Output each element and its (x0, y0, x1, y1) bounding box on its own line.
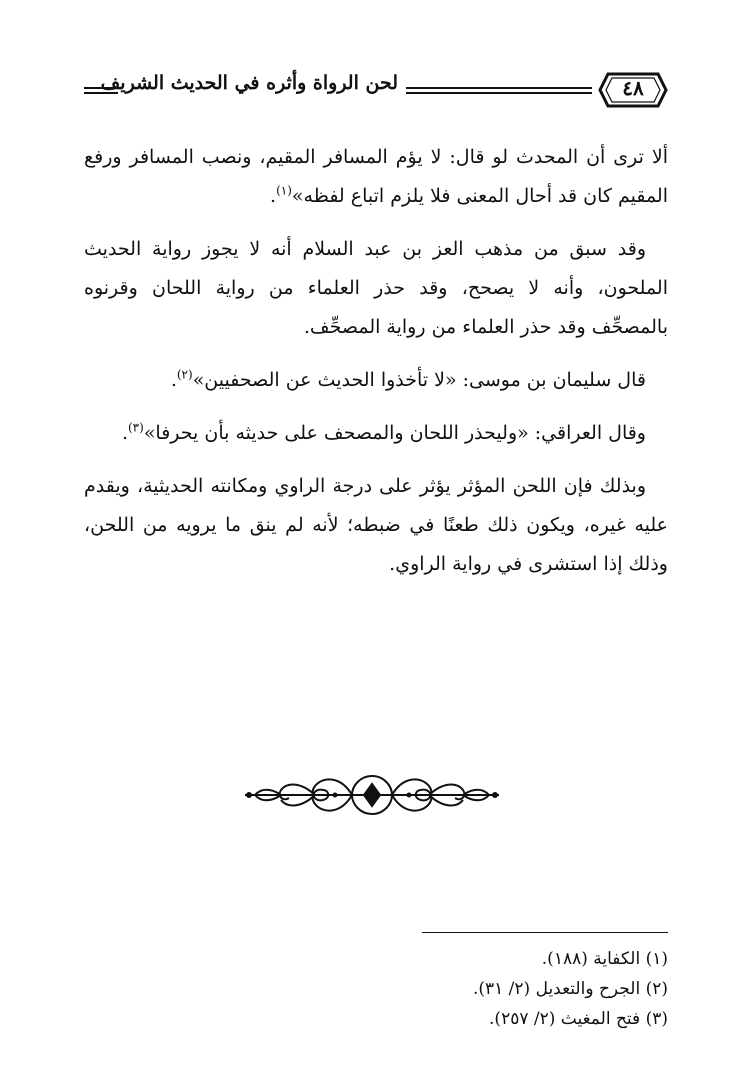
footnotes (84, 944, 668, 1034)
footnote-separator (422, 932, 668, 933)
running-title: لحن الرواة وأثره في الحديث الشريف (100, 72, 398, 94)
footnote-ref-1[interactable]: (١) (276, 183, 292, 198)
paragraph-4-text: وقال العراقي: «وليحذر اللحان والمصحف على حديثه بأن يحرفا» (143, 422, 646, 444)
decorative-ornament (243, 770, 501, 820)
paragraph-1 (84, 138, 668, 216)
paragraph-4-tail: . (121, 422, 128, 444)
page-number-badge (598, 68, 668, 112)
page-number: ٤٨ (622, 76, 644, 100)
paragraph-2 (84, 230, 668, 347)
footnote-ref-2[interactable]: (٢) (176, 367, 193, 382)
footnote-ref-3[interactable]: (٣) (127, 420, 144, 435)
paragraph-2-text: وقد سبق من مذهب العز بن عبد السلام أنه لا يجوز رواية الحديث الملحون، وأنه لا يصحح، وقد حذر العلماء من رواية اللحان وقرنوه بالمصحِّف وقد حذر العلماء من رواية المصحِّف. (84, 238, 668, 338)
paragraph-3-text: قال سليمان بن موسى: «لا تأخذوا الحديث عن الصحفيين» (192, 369, 646, 391)
paragraph-3-tail: . (170, 369, 177, 391)
ornament-flourish-icon (243, 770, 501, 820)
footnote-2: (٢) الجرح والتعديل (٢/ ٣١). (472, 979, 668, 999)
paragraph-1-tail: . (270, 185, 277, 207)
footnote-3: (٣) فتح المغيث (٢/ ٢٥٧). (489, 1009, 668, 1029)
paragraph-5-text: وبذلك فإن اللحن المؤثر يؤثر على درجة الراوي ومكانته الحديثية، ويقدم عليه غيره، ويكون ذلك طعنًا في ضبطه؛ لأنه لم ينق ما يرويه من اللحن، وذلك إذا استشرى في رواية الراوي. (84, 475, 668, 575)
page-header (84, 64, 668, 118)
paragraph-1-text: ألا ترى أن المحدث لو قال: لا يؤم المسافر المقيم، ونصب المسافر ورفع المقيم كان قد أحال المعنى فلا يلزم اتباع لفظه» (84, 146, 668, 207)
main-text (84, 138, 668, 584)
paragraph-3 (84, 361, 668, 400)
paragraph-5 (84, 467, 668, 584)
header-rule-middle (406, 87, 592, 94)
footnote-1: (١) الكفاية (١٨٨). (541, 949, 668, 969)
paragraph-4 (84, 414, 668, 453)
